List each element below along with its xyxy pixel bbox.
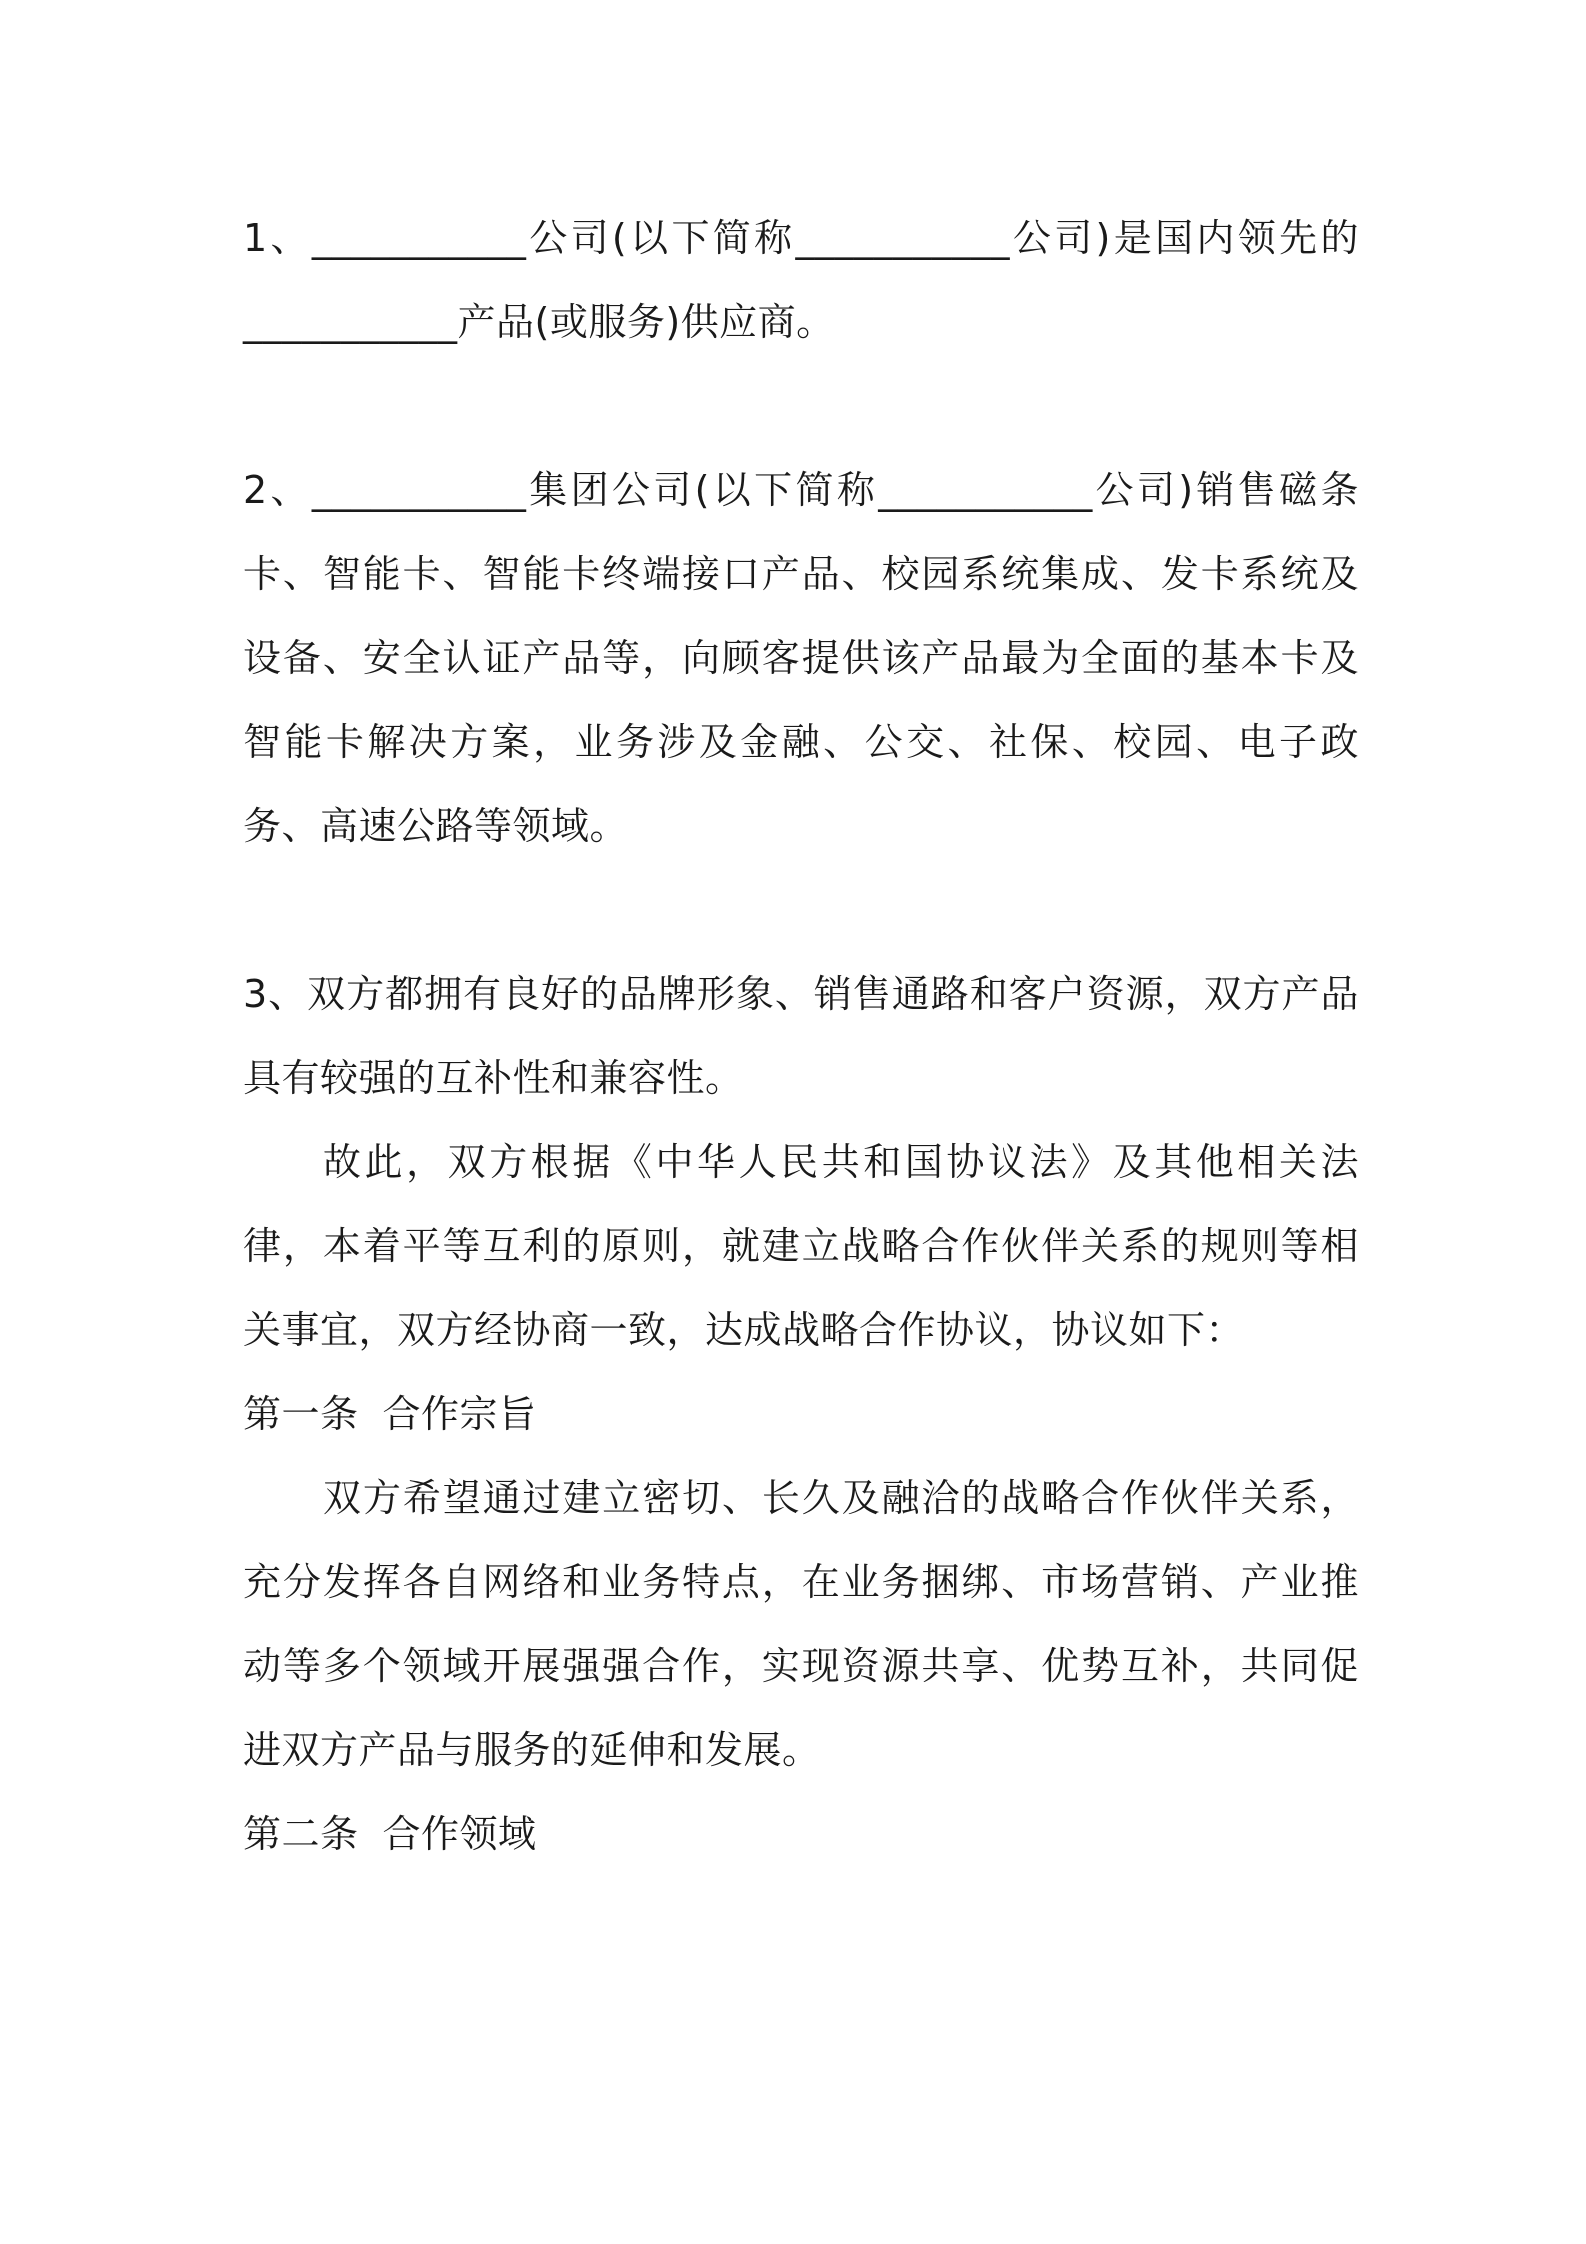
article-2-heading: [243, 1792, 1359, 1876]
recital-item-3: 3、双方都拥有良好的品牌形象、销售通路和客户资源，双方产品具有较强的互补性和兼容性。: [243, 972, 1359, 1100]
preamble-paragraph: 故此，双方根据《中华人民共和国协议法》及其他相关法律，本着平等互利的原则，就建立战略合作伙伴关系的规则等相关事宜，双方经协商一致，达成战略合作协议，协议如下：: [243, 1140, 1359, 1352]
recital-item-2: 2、___________集团公司(以下简称___________公司)销售磁条卡、智能卡、智能卡终端接口产品、校园系统集成、发卡系统及设备、安全认证产品等，向顾客提供该产品最为全面的基本卡及智能卡解决方案，业务涉及金融、公交、社保、校园、电子政务、高速公路等领域。: [243, 468, 1359, 848]
article-2-title: 合作领域: [382, 1812, 537, 1856]
article-1-heading: [243, 1372, 1359, 1456]
agreement-body: [243, 196, 1359, 1876]
recital-item-1: 1、___________公司(以下简称___________公司)是国内领先的___________产品(或服务)供应商。: [243, 216, 1359, 344]
article-1-number: 第一条: [243, 1392, 359, 1436]
article-1-title: 合作宗旨: [382, 1392, 537, 1436]
article-1-body: 双方希望通过建立密切、长久及融洽的战略合作伙伴关系，充分发挥各自网络和业务特点，在业务捆绑、市场营销、产业推动等多个领域开展强强合作，实现资源共享、优势互补，共同促进双方产品与服务的延伸和发展。: [243, 1476, 1359, 1772]
article-2-number: 第二条: [243, 1812, 359, 1856]
